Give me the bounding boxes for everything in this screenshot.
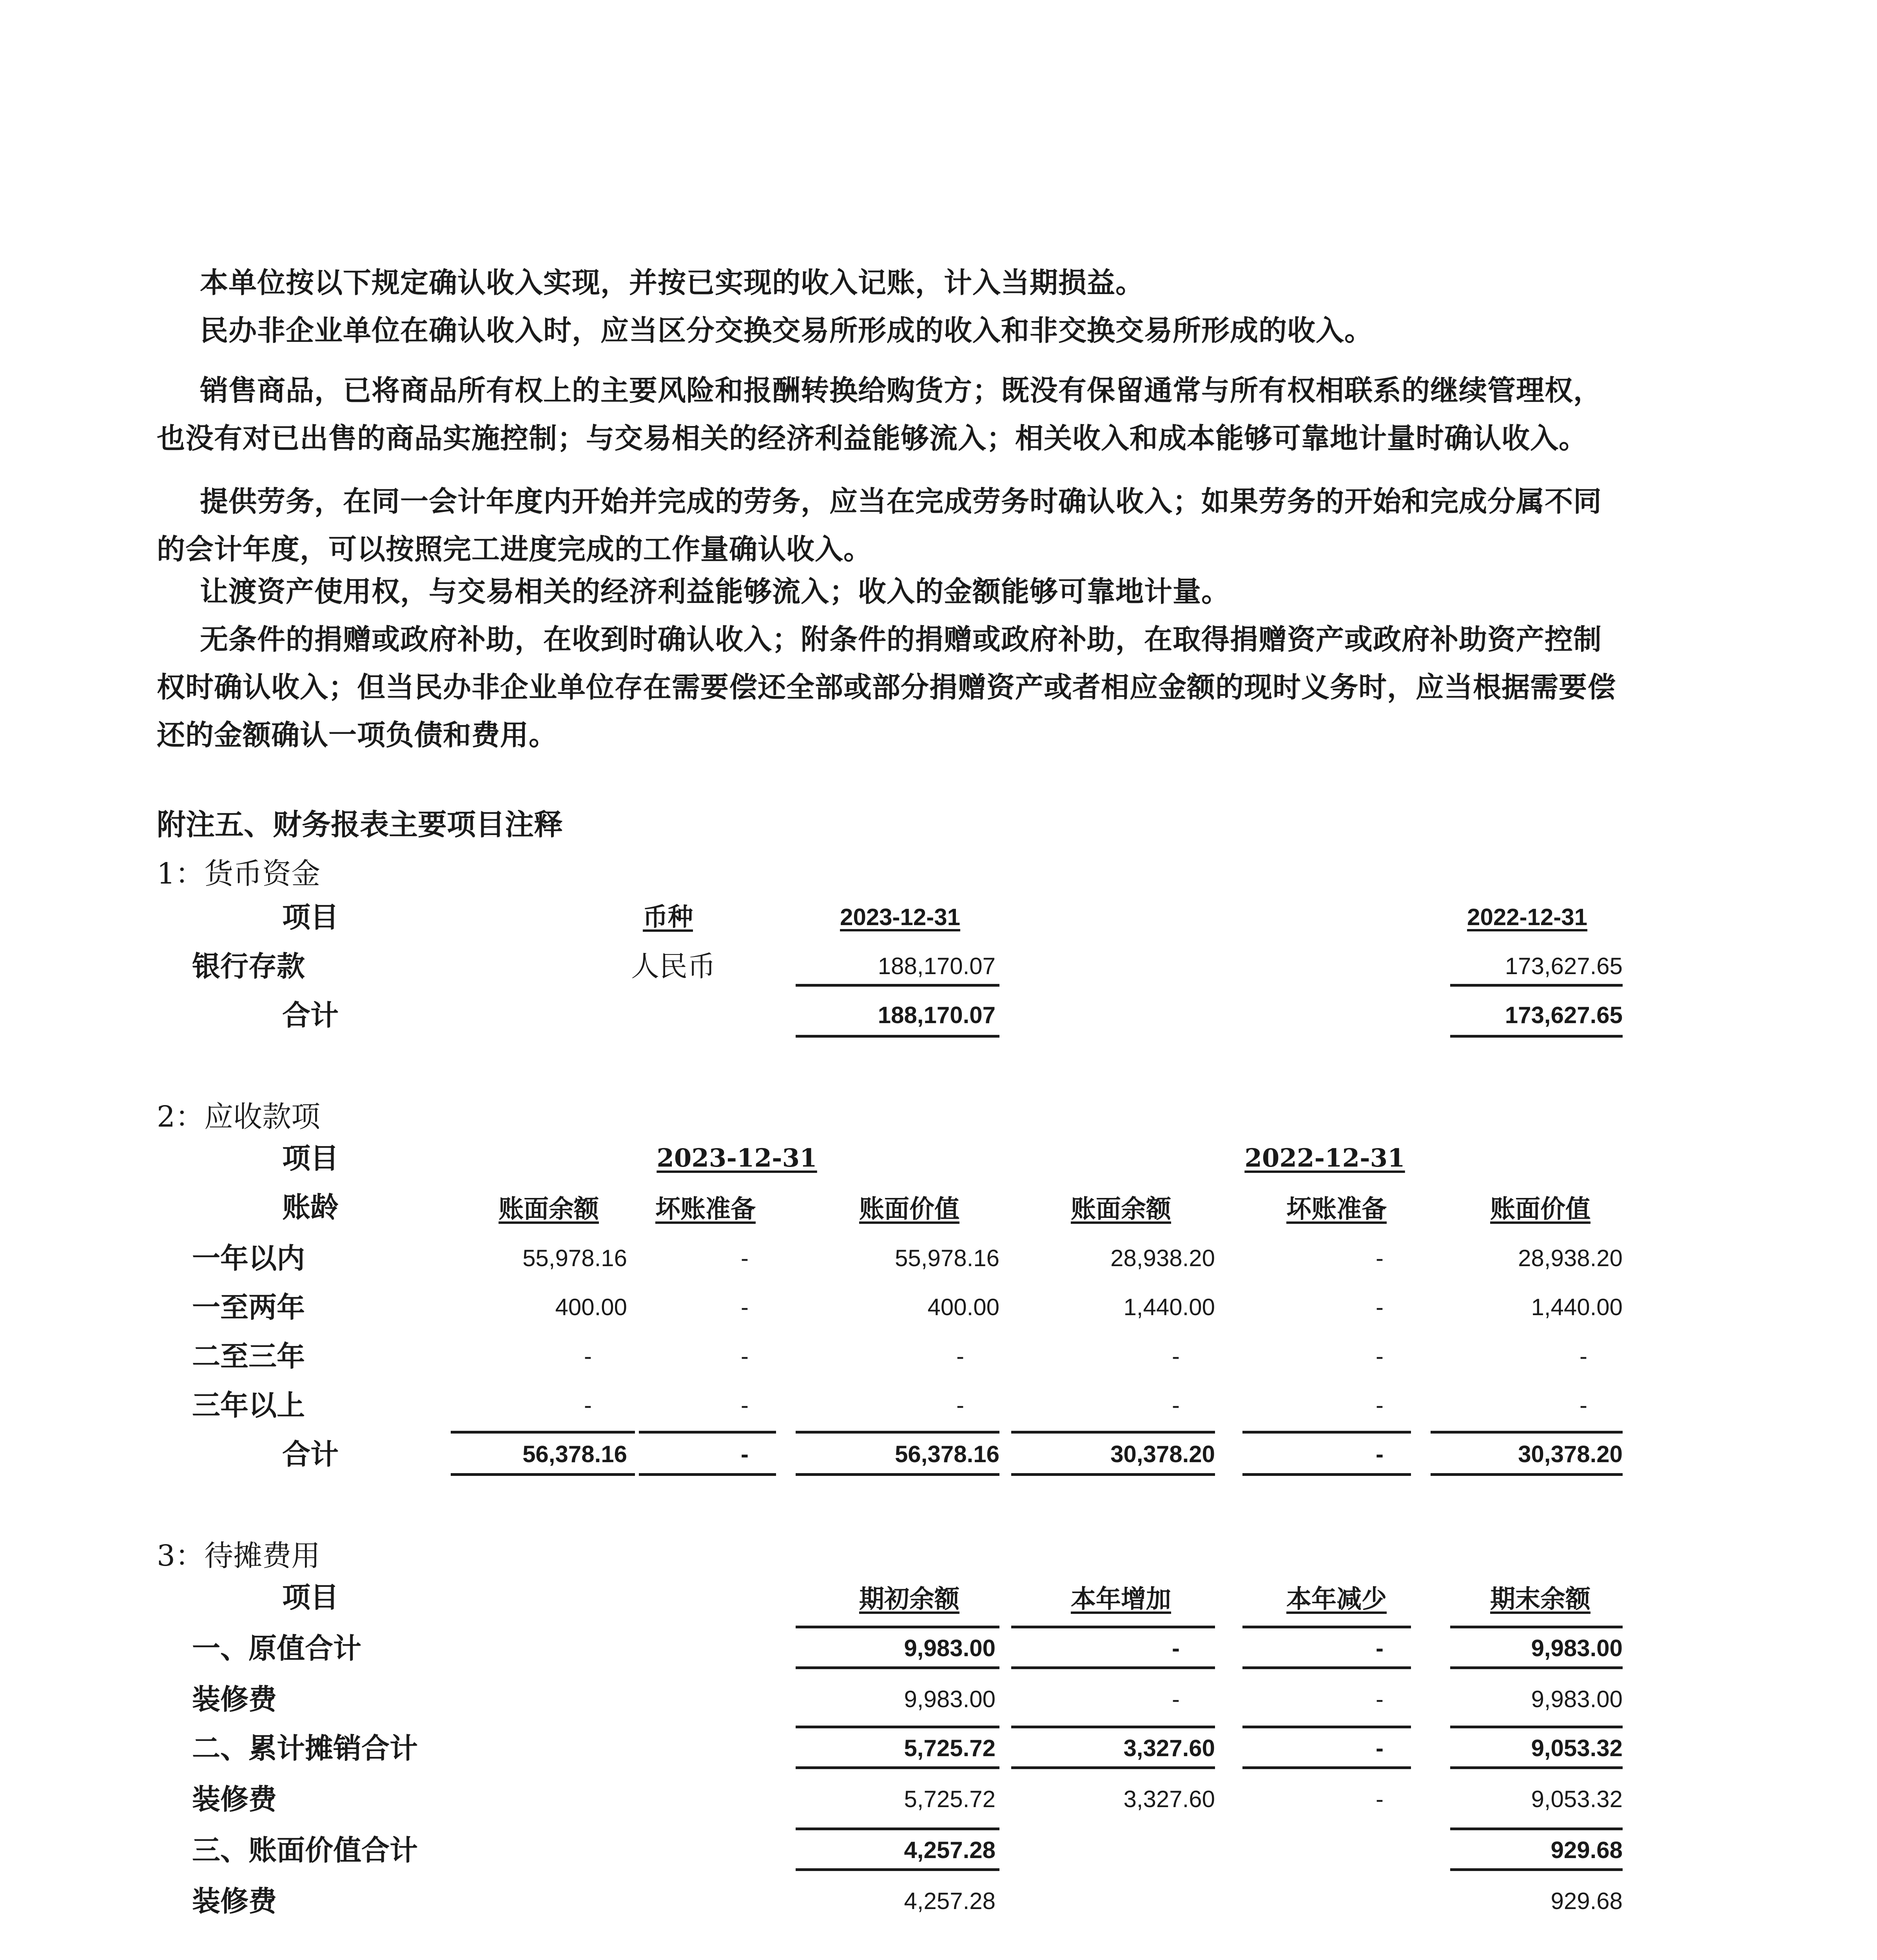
total-rule: [1450, 984, 1623, 987]
text-line: 也没有对已出售的商品实施控制；与交易相关的经济利益能够流入；相关收入和成本能够可靠地计量时确认收入。: [157, 421, 1588, 455]
appendix-title: 附注五、财务报表主要项目注释: [157, 808, 563, 842]
table-rule: [1450, 1666, 1623, 1669]
row-label-aging: 二至三年: [192, 1339, 305, 1373]
col-header-item: 项目: [282, 1142, 339, 1175]
col-header-2023: 2023-12-31: [840, 904, 960, 930]
table-cell: -: [584, 1343, 592, 1369]
text-line: 无条件的捐赠或政府补助，在收到时确认收入；附条件的捐赠或政府补助，在取得捐赠资产或政府补助资产控制: [200, 622, 1602, 656]
table-rule: [796, 1431, 999, 1434]
total-underline: [796, 1035, 999, 1038]
table-cell: 4,257.28: [904, 1837, 996, 1863]
table-rule: [1011, 1473, 1215, 1476]
table-cell: 5,725.72: [904, 1735, 996, 1761]
total-2023: 188,170.07: [878, 1002, 996, 1028]
table-rule: [1450, 1626, 1623, 1628]
table-rule: [451, 1473, 635, 1476]
paragraph-revenue-rule: [157, 259, 1705, 354]
section-receivables-title: 2：应收款项: [157, 1100, 321, 1134]
table-cell: 929.68: [1551, 1837, 1623, 1863]
table-rule: [796, 1473, 999, 1476]
table-rule: [1011, 1626, 1215, 1628]
row-label: 装修费: [192, 1682, 277, 1716]
table-rule: [1011, 1666, 1215, 1669]
row-label-bank-deposit: 银行存款: [192, 949, 305, 983]
table-rule: [1011, 1766, 1215, 1769]
table-cell: 55,978.16: [895, 1245, 999, 1271]
table-cell: 28,938.20: [1518, 1245, 1623, 1271]
table-cell: -: [1172, 1343, 1180, 1369]
year-header-2022: 2022-12-31: [1244, 1143, 1405, 1173]
col-header-2022: 2022-12-31: [1467, 904, 1587, 930]
col-header-opening: 期初余额: [859, 1584, 959, 1614]
col-header-book-value: 账面价值: [859, 1194, 959, 1224]
table-cell: -: [1376, 1786, 1384, 1812]
table-cell: -: [741, 1343, 749, 1369]
col-header-bad-debt: 坏账准备: [1286, 1194, 1387, 1224]
table-cell: -: [1376, 1686, 1384, 1712]
table-rule: [1242, 1626, 1411, 1628]
table-rule: [1242, 1473, 1411, 1476]
row-label: 装修费: [192, 1884, 277, 1918]
total-cell: 30,378.20: [1110, 1441, 1215, 1467]
total-rule: [796, 984, 999, 987]
table-cell: 3,327.60: [1123, 1786, 1215, 1812]
row-label-aging: 一至两年: [192, 1290, 305, 1324]
table-rule: [796, 1666, 999, 1669]
row-label-total: 合计: [282, 998, 339, 1032]
table-rule: [1242, 1431, 1411, 1434]
col-header-book-value: 账面价值: [1490, 1194, 1590, 1224]
total-cell: 30,378.20: [1518, 1441, 1623, 1467]
table-cell: -: [741, 1294, 749, 1320]
row-label-total: 合计: [282, 1437, 339, 1471]
table-cell: -: [1172, 1686, 1180, 1712]
table-cell: 9,983.00: [904, 1635, 996, 1661]
table-rule: [1450, 1868, 1623, 1871]
row-label: 二、累计摊销合计: [192, 1731, 418, 1765]
table-cell: -: [1376, 1392, 1384, 1418]
table-rule: [1450, 1828, 1623, 1830]
table-cell: -: [956, 1343, 964, 1369]
table-rule: [639, 1473, 776, 1476]
table-cell: -: [1580, 1392, 1587, 1418]
table-rule: [796, 1626, 999, 1628]
table-cell: -: [1376, 1245, 1384, 1271]
table-cell: 9,983.00: [1531, 1686, 1623, 1712]
row-label-aging: 一年以内: [192, 1241, 305, 1275]
table-cell: -: [1172, 1635, 1180, 1661]
table-cell: 9,983.00: [904, 1686, 996, 1712]
text-line: 民办非企业单位在确认收入时，应当区分交换交易所形成的收入和非交换交易所形成的收入。: [200, 314, 1373, 347]
section-cash-title: 1：货币资金: [157, 857, 321, 891]
value-bank-2023: 188,170.07: [878, 953, 996, 979]
paragraph-sale-of-goods: [157, 367, 1705, 462]
table-rule: [1431, 1431, 1623, 1434]
table-rule: [1011, 1726, 1215, 1728]
text-line: 让渡资产使用权，与交易相关的经济利益能够流入；收入的金额能够可靠地计量。: [200, 575, 1230, 608]
table-cell: 5,725.72: [904, 1786, 996, 1812]
table-cell: 9,983.00: [1531, 1635, 1623, 1661]
table-cell: -: [956, 1392, 964, 1418]
table-rule: [639, 1431, 776, 1434]
paragraph-asset-use: [157, 568, 1705, 615]
year-header-2023: 2023-12-31: [656, 1143, 817, 1173]
table-cell: 9,053.32: [1531, 1735, 1623, 1761]
table-cell: 55,978.16: [522, 1245, 627, 1271]
table-cell: 1,440.00: [1531, 1294, 1623, 1320]
text-line: 提供劳务，在同一会计年度内开始并完成的劳务，应当在完成劳务时确认收入；如果劳务的开始和完成分属不同: [200, 485, 1602, 518]
total-cell: 56,378.16: [895, 1441, 999, 1467]
text-line: 本单位按以下规定确认收入实现，并按已实现的收入记账，计入当期损益。: [200, 266, 1144, 299]
row-label: 三、账面价值合计: [192, 1833, 418, 1867]
row-label-aging: 三年以上: [192, 1388, 305, 1422]
table-rule: [1242, 1726, 1411, 1728]
table-rule: [1011, 1431, 1215, 1434]
table-cell: 1,440.00: [1123, 1294, 1215, 1320]
row-label: 装修费: [192, 1782, 277, 1816]
col-header-decrease: 本年减少: [1286, 1584, 1387, 1614]
col-header-book-balance: 账面余额: [499, 1194, 599, 1224]
table-rule: [796, 1868, 999, 1871]
table-cell: -: [1376, 1343, 1384, 1369]
col-header-aging: 账龄: [282, 1191, 339, 1224]
table-rule: [1431, 1473, 1623, 1476]
col-header-closing: 期末余额: [1490, 1584, 1590, 1614]
table-rule: [796, 1828, 999, 1830]
table-rule: [1242, 1766, 1411, 1769]
section-prepaid-title: 3：待摊费用: [157, 1539, 321, 1573]
text-line: 销售商品，已将商品所有权上的主要风险和报酬转换给购货方；既没有保留通常与所有权相联系的继续管理权，: [200, 374, 1602, 407]
table-cell: 28,938.20: [1110, 1245, 1215, 1271]
total-underline: [1450, 1035, 1623, 1038]
table-cell: -: [1376, 1735, 1384, 1761]
row-label: 一、原值合计: [192, 1632, 362, 1665]
table-cell: 9,053.32: [1531, 1786, 1623, 1812]
col-header-increase: 本年增加: [1071, 1584, 1171, 1614]
table-cell: 929.68: [1551, 1888, 1623, 1914]
table-cell: 400.00: [555, 1294, 627, 1320]
table-rule: [796, 1766, 999, 1769]
paragraph-services: [157, 477, 1705, 573]
table-cell: 400.00: [927, 1294, 999, 1320]
text-line: 权时确认收入；但当民办非企业单位存在需要偿还全部或部分捐赠资产或者相应金额的现时义务时，应当根据需要偿: [157, 670, 1616, 704]
table-rule: [451, 1431, 635, 1434]
table-cell: -: [1376, 1294, 1384, 1320]
total-cell: -: [741, 1441, 749, 1467]
text-line: 还的金额确认一项负债和费用。: [157, 718, 558, 751]
table-rule: [1450, 1726, 1623, 1728]
col-header-bad-debt: 坏账准备: [655, 1194, 756, 1224]
text-line: 的会计年度，可以按照完工进度完成的工作量确认收入。: [157, 532, 872, 566]
table-rule: [796, 1726, 999, 1728]
total-cell: 56,378.16: [522, 1441, 627, 1467]
table-cell: -: [1172, 1392, 1180, 1418]
table-cell: 3,327.60: [1123, 1735, 1215, 1761]
table-cell: 4,257.28: [904, 1888, 996, 1914]
table-rule: [1450, 1766, 1623, 1769]
paragraph-donations: [157, 615, 1705, 759]
col-header-item: 项目: [282, 1581, 339, 1614]
total-2022: 173,627.65: [1505, 1002, 1623, 1028]
table-cell: -: [741, 1392, 749, 1418]
total-cell: -: [1376, 1441, 1384, 1467]
col-header-currency: 币种: [643, 902, 693, 932]
col-header-item: 项目: [282, 900, 339, 934]
table-cell: -: [1580, 1343, 1587, 1369]
table-cell: -: [741, 1245, 749, 1271]
table-rule: [1242, 1666, 1411, 1669]
table-cell: -: [584, 1392, 592, 1418]
currency-rmb: 人民币: [631, 950, 716, 983]
table-cell: -: [1376, 1635, 1384, 1661]
col-header-book-balance: 账面余额: [1071, 1194, 1171, 1224]
value-bank-2022: 173,627.65: [1505, 953, 1623, 979]
